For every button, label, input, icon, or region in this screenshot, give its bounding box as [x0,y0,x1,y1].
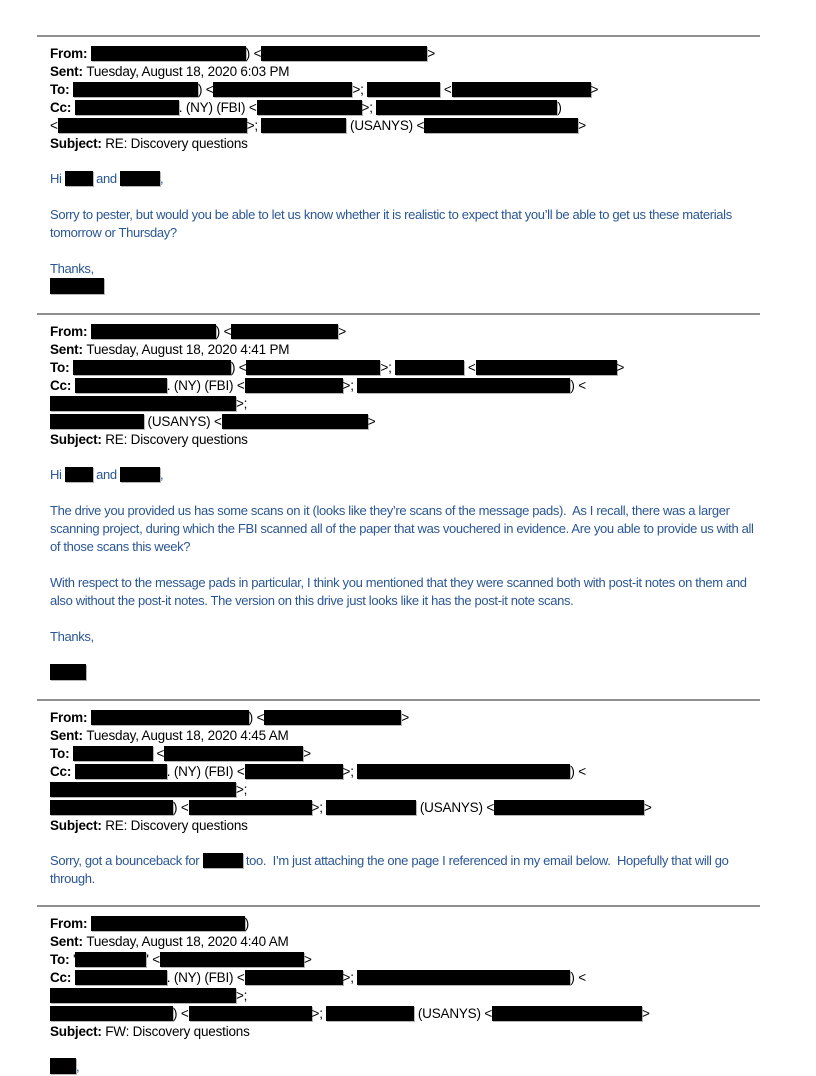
email-message [50,313,766,682]
redaction-bar [492,1006,642,1021]
header-row [50,745,766,763]
text-segment: >; [352,82,368,97]
text-segment: , [160,171,164,186]
text-segment: and [92,467,121,482]
body-paragraph [50,628,766,646]
email-divider [37,313,760,315]
redaction-bar [91,46,246,61]
text-segment: With respect to the message pads in particular, I think you mentioned that they were scanned both with post-it notes on them and also without the post-it notes. The version on this drive just looks like it has the post-it note scans. [50,575,750,608]
redaction-bar [73,82,198,97]
text-segment: > [401,710,410,725]
text-segment: < [464,360,476,375]
text-segment: (USANYS) < [144,414,222,429]
text-segment: Sorry, got a bounceback for [50,853,203,868]
text-segment: Thanks, [50,629,94,644]
email-body [50,170,766,296]
email-divider [37,699,760,701]
header-row [50,341,766,359]
redaction-bar [50,278,104,294]
header-field-label: Subject: [50,1024,106,1039]
text-segment: ) [557,100,562,115]
header-row [50,817,766,835]
redaction-bar [50,800,173,815]
text-segment: ' [72,952,76,967]
redaction-bar [326,1006,414,1021]
header-field-label: Cc: [50,764,75,779]
text-segment: >; [236,396,248,411]
body-paragraph [50,170,766,188]
header-field-label: From: [50,916,91,931]
text-segment: >; [236,988,248,1003]
text-segment: > [616,360,625,375]
text-segment: (USANYS) < [346,118,425,133]
email-header [50,45,766,153]
header-row [50,323,766,341]
text-segment: Hi [50,171,65,186]
redaction-bar [120,171,160,186]
body-line [50,628,766,646]
redaction-bar [357,764,570,779]
redaction-bar [395,360,464,375]
email-body [50,852,766,888]
header-field-label: Cc: [50,970,75,985]
body-line [50,206,766,242]
redaction-bar [326,800,416,815]
text-segment: > [578,118,586,133]
redaction-bar [222,414,368,429]
body-paragraph [50,260,766,296]
text-segment: >; [342,378,358,393]
header-row [50,431,766,449]
text-segment: . (NY) (FBI) < [166,378,245,393]
text-segment: ) < [230,360,247,375]
redaction-bar [452,82,591,97]
header-row [50,763,766,799]
redaction-bar [91,710,249,725]
header-row [50,933,766,951]
email-header [50,709,766,835]
redaction-bar [245,970,343,985]
header-row [50,969,766,1005]
redaction-bar [50,988,236,1003]
header-field-label: To: [50,746,73,761]
redaction-bar [91,916,245,931]
text-segment: RE: Discovery questions [105,818,248,833]
redaction-bar [75,378,167,393]
text-segment: >; [342,970,358,985]
header-row [50,117,766,135]
redaction-bar [73,360,231,375]
header-row [50,413,766,431]
header-row [50,135,766,153]
text-segment: Sorry to pester, but would you be able to let us know whether it is realistic to expect that you’ll be able to get us these materials tomorrow or Thursday? [50,207,736,240]
text-segment: . (NY) (FBI) < [166,764,245,779]
text-segment: < [440,82,452,97]
body-paragraph [50,206,766,242]
text-segment: Tuesday, August 18, 2020 4:45 AM [86,728,289,743]
redaction-bar [494,800,644,815]
header-row [50,915,766,933]
header-field-label: Sent: [50,342,87,357]
header-field-label: Subject: [50,136,106,151]
email-thread [50,35,766,1076]
redaction-bar [203,853,243,868]
text-segment: ) [244,916,250,931]
body-line [50,170,766,188]
redaction-bar [50,1058,76,1074]
body-paragraph [50,852,766,888]
redaction-bar [50,782,236,797]
redaction-bar [50,1006,173,1021]
redaction-bar [50,414,144,429]
text-segment: < [50,118,58,133]
text-segment: ) < [570,378,586,393]
text-segment: , [76,1059,80,1074]
redaction-bar [164,746,303,761]
text-segment: > [367,414,376,429]
header-field-label: Cc: [50,100,75,115]
redaction-bar [376,100,557,115]
header-field-label: Subject: [50,432,106,447]
header-field-label: Subject: [50,818,106,833]
body-line [50,278,766,296]
redaction-bar [246,360,380,375]
header-row [50,359,766,377]
redaction-bar [65,467,93,482]
text-segment: < [152,746,165,761]
header-field-label: Sent: [50,934,87,949]
redaction-bar [257,100,362,115]
redaction-bar [58,118,247,133]
text-segment: ) < [197,82,214,97]
redaction-bar [91,324,216,339]
text-segment: ) < [570,970,586,985]
redaction-bar [424,118,578,133]
text-segment: FW: Discovery questions [105,1024,250,1039]
body-paragraph [50,664,766,682]
body-line [50,466,766,484]
redaction-bar [75,970,167,985]
text-segment: ) < [215,324,232,339]
header-field-label: Sent: [50,64,87,79]
redaction-bar [120,467,160,482]
text-segment: , [160,467,164,482]
header-row [50,799,766,817]
email-body [50,1058,766,1076]
redaction-bar [75,764,167,779]
email-header [50,915,766,1041]
redaction-bar [65,171,93,186]
text-segment: > [642,1006,650,1021]
text-segment: ) < [173,1006,189,1021]
header-field-label: To: [50,952,73,967]
body-paragraph [50,466,766,484]
header-field-label: From: [50,324,91,339]
text-segment: >; [342,764,358,779]
header-row [50,709,766,727]
redaction-bar [189,1006,312,1021]
text-segment: . (NY) (FBI) < [178,100,257,115]
body-paragraph [50,574,766,610]
redaction-bar [75,100,179,115]
redaction-bar [160,952,304,967]
text-segment: ) < [248,710,265,725]
redaction-bar [50,664,86,680]
text-segment: Tuesday, August 18, 2020 4:41 PM [86,342,290,357]
text-segment: > [303,952,312,967]
redaction-bar [245,764,343,779]
text-segment: > [338,324,347,339]
header-field-label: From: [50,46,91,61]
redaction-bar [261,118,346,133]
header-field-label: Sent: [50,728,87,743]
redaction-bar [357,378,570,393]
text-segment: ) < [173,800,189,815]
text-segment: >; [311,800,327,815]
text-segment: too. I’m just attaching the one page I referenced in my email below. Hopefully that will go through. [50,853,732,886]
text-segment: RE: Discovery questions [105,136,248,151]
redaction-bar [261,46,427,61]
text-segment: ) < [570,764,586,779]
email-message [50,699,766,888]
header-row [50,377,766,413]
email-divider [37,905,760,907]
redaction-bar [476,360,617,375]
text-segment: (USANYS) < [414,1006,493,1021]
body-line [50,852,766,888]
header-field-label: Cc: [50,378,75,393]
redaction-bar [73,746,153,761]
redaction-bar [231,324,338,339]
email-message [50,35,766,296]
body-line [50,502,766,556]
text-segment: > [644,800,652,815]
header-field-label: From: [50,710,91,725]
text-segment: (USANYS) < [416,800,495,815]
email-divider [37,35,760,37]
header-row [50,1023,766,1041]
text-segment: >; [361,100,377,115]
email-body [50,466,766,682]
text-segment: . (NY) (FBI) < [166,970,245,985]
redaction-bar [213,82,352,97]
text-segment: > [303,746,311,761]
text-segment: and [92,171,121,186]
redaction-bar [50,396,236,411]
header-field-label: To: [50,360,73,375]
email-message [50,905,766,1076]
body-paragraph [50,502,766,556]
text-segment: >; [246,118,262,133]
header-row [50,63,766,81]
header-row [50,81,766,99]
header-row [50,99,766,117]
text-segment: >; [311,1006,327,1021]
redaction-bar [189,800,312,815]
email-header [50,323,766,449]
text-segment: RE: Discovery questions [105,432,248,447]
body-line [50,664,766,682]
header-row [50,951,766,969]
text-segment: >; [236,782,248,797]
header-row [50,1005,766,1023]
text-segment: The drive you provided us has some scans on it (looks like they’re scans of the message pads). As I recall, there was a larger scanning project, during which the FBI scanned all of the paper that was vouchered in evidence. Are you able to provide us with all of those scans this week? [50,503,757,554]
header-row [50,45,766,63]
redaction-bar [72,952,146,967]
text-segment: ' < [146,952,160,967]
text-segment: ) < [245,46,262,61]
text-segment: Thanks, [50,261,94,276]
body-line [50,574,766,610]
redaction-bar [245,378,343,393]
text-segment: Hi [50,467,65,482]
redaction-bar [264,710,401,725]
text-segment: > [590,82,599,97]
text-segment: Tuesday, August 18, 2020 4:40 AM [86,934,289,949]
header-field-label: To: [50,82,73,97]
text-segment: > [427,46,436,61]
text-segment: >; [380,360,396,375]
body-line [50,1058,766,1076]
redaction-bar [357,970,570,985]
body-paragraph [50,1058,766,1076]
header-row [50,727,766,745]
body-line [50,260,766,278]
text-segment: Tuesday, August 18, 2020 6:03 PM [86,64,290,79]
redaction-bar [367,82,440,97]
